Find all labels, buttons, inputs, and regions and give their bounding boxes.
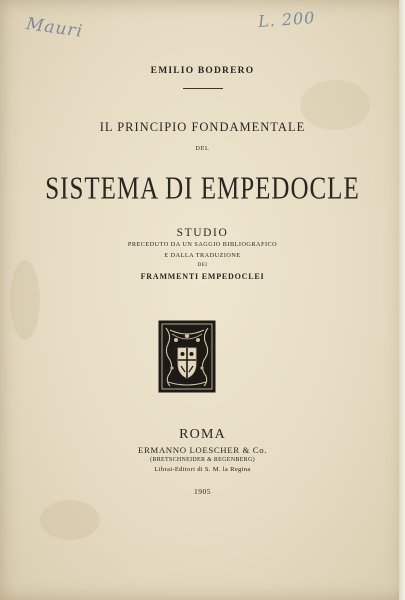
divider-rule (183, 88, 223, 89)
author-name: EMILIO BODRERO (150, 66, 255, 76)
handwritten-price: L. 200 (257, 8, 316, 31)
imprint-publisher: ERMANNO LOESCHER & Co. (137, 445, 268, 455)
translation-line: E DALLA TRADUZIONE (164, 252, 241, 259)
page-edge (399, 0, 405, 600)
publication-year: 1905 (194, 487, 211, 496)
title-connector: DEL (195, 146, 210, 152)
imprint-city: ROMA (179, 427, 226, 442)
imprint-booksellers: Librai-Editori di S. M. la Regina (154, 466, 251, 473)
fragments-line: FRAMMENTI EMPEDOCLEI (140, 272, 265, 281)
subtitle: STUDIO (176, 227, 229, 239)
paper-stain (40, 500, 100, 540)
main-title: SISTEMA DI EMPEDOCLE (45, 172, 360, 206)
of-the-line: DEI (197, 263, 208, 268)
publisher-emblem-icon (158, 320, 216, 393)
imprint-successors: (BRETSCHNEIDER & REGENBERG) (150, 457, 255, 463)
title-line-1: IL PRINCIPIO FONDAMENTALE (99, 120, 306, 134)
handwritten-name: Mauri (24, 14, 85, 42)
preceded-by-line: PRECEDUTO DA UN SAGGIO BIBLIOGRAFICO (127, 241, 278, 248)
